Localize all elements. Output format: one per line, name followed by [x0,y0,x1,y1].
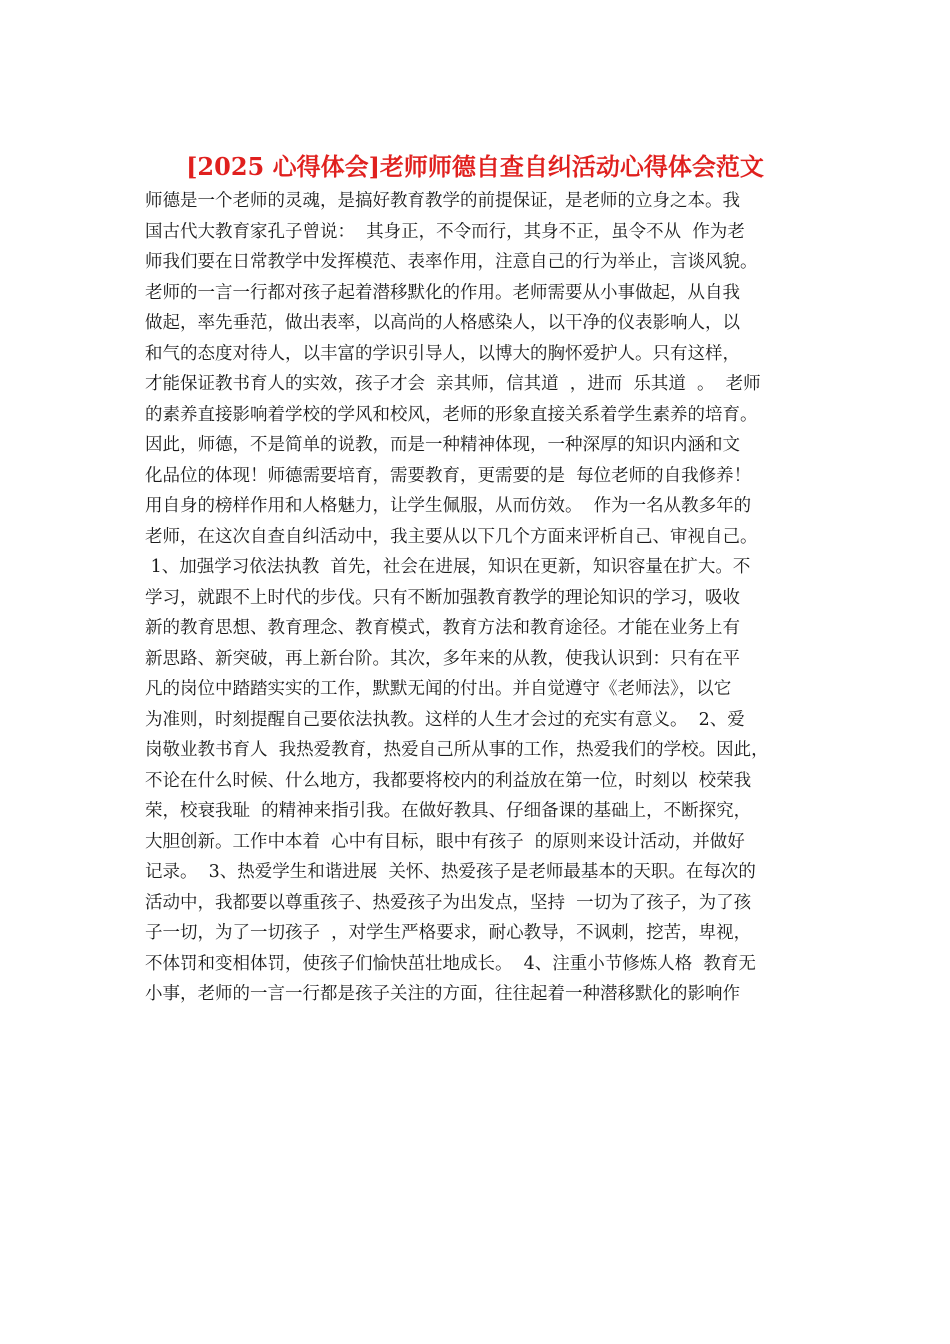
body-line: 1、加强学习依法执教 首先，社会在进展，知识在更新，知识容量在扩大。不 [145,557,751,577]
body-line: 不体罚和变相体罚，使孩子们愉快茁壮地成长。 4、注重小节修炼人格 教育无 [145,953,756,974]
body-line: 学习，就跟不上时代的步伐。只有不断加强教育教学的理论知识的学习，吸收 [145,587,740,608]
body-line: 老师，在这次自查自纠活动中，我主要从以下几个方面来评析自己、审视自己。 [145,526,758,547]
body-line: 凡的岗位中踏踏实实的工作，默默无闻的付出。并自觉遵守《老师法》，以它 [145,679,732,699]
body-line: 岗敬业教书育人 我热爱教育，热爱自己所从事的工作，热爱我们的学校。因此， [145,740,769,760]
body-line: 记录。 3、热爱学生和谐进展 关怀、热爱孩子是老师最基本的天职。在每次的 [145,862,756,882]
body-line: 师德是一个老师的灵魂，是搞好教育教学的前提保证，是老师的立身之本。我 [145,191,740,211]
body-line: 为准则，时刻提醒自己要依法执教。这样的人生才会过的充实有意义。 2、爱 [145,709,745,730]
body-line: 国古代大教育家孔子曾说： 其身正，不令而行，其身不正，虽令不从 作为老 [145,221,745,242]
body-line: 做起，率先垂范，做出表率，以高尚的人格感染人，以干净的仪表影响人，以 [145,313,740,333]
body-line: 新的教育思想、教育理念、教育模式，教育方法和教育途径。才能在业务上有 [145,618,740,638]
document-body [145,186,825,1010]
body-line: 小事，老师的一言一行都是孩子关注的方面，往往起着一种潜移默化的影响作 [145,984,740,1004]
body-line: 师我们要在日常教学中发挥模范、表率作用，注意自己的行为举止，言谈风貌。 [145,252,758,272]
body-line: 化品位的体现！师德需要培育，需要教育，更需要的是 每位老师的自我修养！ [145,465,752,486]
body-line: 荣，校衰我耻 的精神来指引我。在做好教具、仔细备课的基础上，不断探究， [145,801,752,821]
body-line: 新思路、新突破，再上新台阶。其次，多年来的从教，使我认识到：只有在平 [145,648,740,669]
document-title: [2025 心得体会]老师师德自查自纠活动心得体会范文 [186,152,764,181]
body-line: 和气的态度对待人，以丰富的学识引导人，以博大的胸怀爱护人。只有这样， [145,343,740,364]
body-line: 子一切，为了一切孩子 ，对学生严格要求，耐心教导，不讽刺，挖苦，卑视， [145,923,752,943]
body-line: 因此，师德，不是简单的说教，而是一种精神体现，一种深厚的知识内涵和文 [145,435,740,455]
body-line: 活动中，我都要以尊重孩子、热爱孩子为出发点，坚持 一切为了孩子，为了孩 [145,892,752,913]
body-line: 用自身的榜样作用和人格魅力，让学生佩服，从而仿效。 作为一名从教多年的 [145,496,752,516]
body-line: 才能保证教书育人的实效，孩子才会 亲其师，信其道 ，进而 乐其道 。 老师 [145,374,761,394]
body-line: 不论在什么时候、什么地方，我都要将校内的利益放在第一位，时刻以 校荣我 [145,770,752,791]
body-line: 的素养直接影响着学校的学风和校风，老师的形象直接关系着学生素养的培育。 [145,404,758,425]
body-line: 大胆创新。工作中本着 心中有目标，眼中有孩子 的原则来设计活动，并做好 [145,831,745,852]
body-line: 老师的一言一行都对孩子起着潜移默化的作用。老师需要从小事做起，从自我 [145,282,740,303]
